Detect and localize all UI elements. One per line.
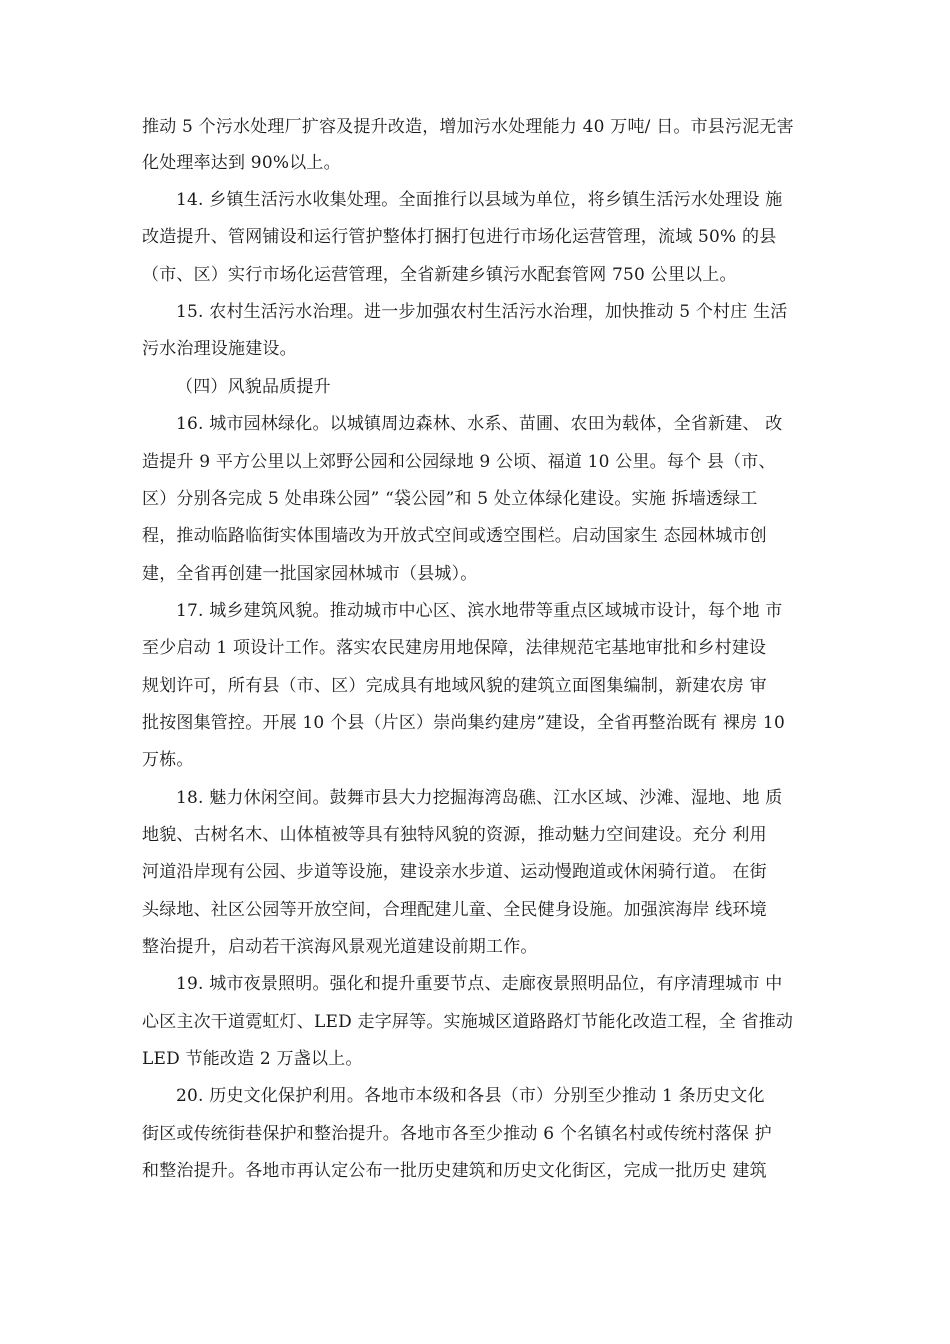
text-line: 至少启动 1 项设计工作。落实农民建房用地保障，法律规范宅基地审批和乡村建设 xyxy=(142,638,767,658)
text-line: 整治提升，启动若干滨海风景观光道建设前期工作。 xyxy=(142,937,538,957)
section-heading: （四）风貌品质提升 xyxy=(176,377,331,397)
text-line: 街区或传统街巷保护和整治提升。各地市各至少推动 6 个名镇名村或传统村落保 护 xyxy=(142,1124,772,1144)
paragraph-start: 14. 乡镇生活污水收集处理。全面推行以县域为单位，将乡镇生活污水处理设 施 xyxy=(176,190,783,210)
text-line: 化处理率达到 90%以上。 xyxy=(142,153,341,173)
text-line: 头绿地、社区公园等开放空间，合理配建儿童、全民健身设施。加强滨海岸 线环境 xyxy=(142,900,767,920)
text-line: 区）分别各完成 5 处串珠公园” “袋公园”和 5 处立体绿化建设。实施 拆墙透绿工 xyxy=(142,489,758,509)
paragraph-start: 16. 城市园林绿化。以城镇周边森林、水系、苗圃、农田为载体，全省新建、 改 xyxy=(176,414,783,434)
paragraph-start: 20. 历史文化保护利用。各地市本级和各县（市）分别至少推动 1 条历史文化 xyxy=(176,1086,765,1106)
text-line: LED 节能改造 2 万盏以上。 xyxy=(142,1049,363,1069)
text-line: 改造提升、管网铺设和运行管护整体打捆打包进行市场化运营管理，流域 50% 的县 xyxy=(142,227,777,247)
text-line: 规划许可，所有县（市、区）完成具有地域风貌的建筑立面图集编制，新建农房 审 xyxy=(142,676,767,696)
text-line: （市、区）实行市场化运营管理，全省新建乡镇污水配套管网 750 公里以上。 xyxy=(142,265,737,285)
paragraph-start: 18. 魅力休闲空间。鼓舞市县大力挖掘海湾岛礁、江水区域、沙滩、湿地、地 质 xyxy=(176,788,783,808)
text-line: 批按图集管控。开展 10 个县（片区）崇尚集约建房”建设，全省再整治既有 裸房 10 xyxy=(142,713,785,733)
paragraph-start: 19. 城市夜景照明。强化和提升重要节点、走廊夜景照明品位，有序清理城市 中 xyxy=(176,974,783,994)
paragraph-start: 15. 农村生活污水治理。进一步加强农村生活污水治理，加快推动 5 个村庄 生活 xyxy=(176,302,788,322)
text-line: 程，推动临路临街实体围墙改为开放式空间或透空围栏。启动国家生 态园林城市创 xyxy=(142,526,767,546)
text-line: 造提升 9 平方公里以上郊野公园和公园绿地 9 公顷、福道 10 公里。每个 县（市、 xyxy=(142,452,776,472)
text-line: 推动 5 个污水处理厂扩容及提升改造，增加污水处理能力 40 万吨/ 日。市县污泥无害 xyxy=(142,117,794,137)
paragraph-start: 17. 城乡建筑风貌。推动城市中心区、滨水地带等重点区域城市设计，每个地 市 xyxy=(176,601,783,621)
text-line: 地貌、古树名木、山体植被等具有独特风貌的资源，推动魅力空间建设。充分 利用 xyxy=(142,825,767,845)
text-line: 河道沿岸现有公园、步道等设施，建设亲水步道、运动慢跑道或休闲骑行道。 在街 xyxy=(142,862,767,882)
text-line: 建，全省再创建一批国家园林城市（县城）。 xyxy=(142,564,478,584)
text-line: 污水治理设施建设。 xyxy=(142,339,297,359)
text-line: 和整治提升。各地市再认定公布一批历史建筑和历史文化街区，完成一批历史 建筑 xyxy=(142,1161,767,1181)
text-line: 万栋。 xyxy=(142,750,194,770)
text-line: 心区主次干道霓虹灯、LED 走字屏等。实施城区道路路灯节能化改造工程，全 省推动 xyxy=(142,1012,794,1032)
